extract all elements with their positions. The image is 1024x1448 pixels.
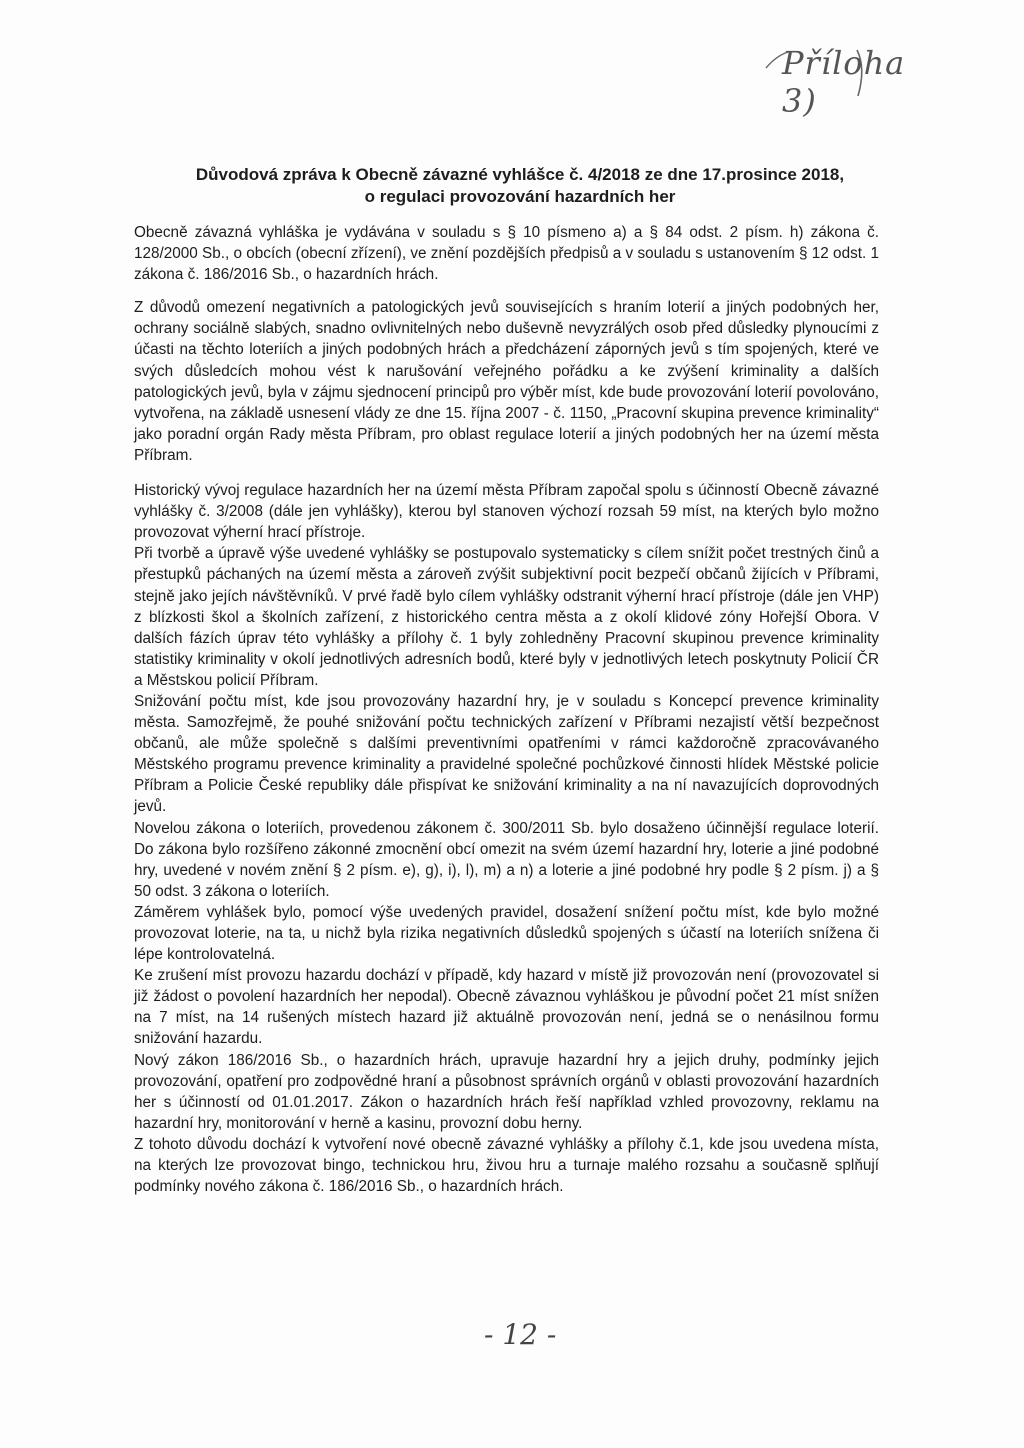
paragraph-intent: Záměrem vyhlášek bylo, pomocí výše uvedených pravidel, dosažení snížení počtu míst, kde bylo možné provozovat loterie, na ta, u nichž byla rizika negativních důsledků spojených s účastí na loteriích snížena či lépe kontrolovatelná. [134,903,879,964]
handwritten-page-number [458,1318,578,1354]
paragraph-lottery-amendment: Novelou zákona o loteriích, provedenou zákonem č. 300/2011 Sb. bylo dosaženo účinnější regulace loterií. Do zákona bylo rozšířeno zákonné zmocnění obcí omezit na svém území hazardní hry, loterie a jiné podobné hry, uvedené v novém znění § 2 písm. e), g), i), l), m) a n) a loterie a jiné podobné hry podle § 2 písm. j) a § 50 odst. 3 zákona o loteriích. [134,819,879,900]
paragraph-working-group: Z důvodů omezení negativních a patologických jevů souvisejících s hraním loterií a jiných podobných her, ochrany sociálně slabých, snadno ovlivnitelných nebo duševně nevyzrálých osob před důsledky plynoucími z účasti na těchto loteriích a jiných podobných hrách a předcházení záporných jevů s tím spojených, které ve svých důsledcích mohou vést k narušování veřejného pořádku a ke zvýšení kriminality a dalších patologických jevů, byla v zájmu sjednocení principů pro výběr míst, kde bude provozování loterií povolováno, vytvořena, na základě usnesení vlády ze dne 15. října 2007 - č. 1150, „Pracovní skupina prevence kriminality“ jako poradní orgán Rady města Příbram, pro oblast regulace loterií a jiných podobných her na území města Příbram. [134,299,879,464]
paragraph-legal-basis: Obecně závazná vyhláška je vydávána v souladu s § 10 písmeno a) a § 84 odst. 2 písm. h) zákona č. 128/2000 Sb., o obcích (obecní zřízení), ve znění pozdějších předpisů a v souladu s ustanovením § 12 odst. 1 zákona č. 186/2016 Sb., o hazardních hrách. [134,224,879,284]
annex-label-text: Příloha 3) [782,44,906,120]
handwritten-annex-label [762,38,906,120]
heading-line-2: o regulaci provozování hazardních her [364,187,676,206]
document-heading [140,164,900,208]
page-number-text: - 12 - [484,1318,557,1351]
paragraph-conclusion: Z tohoto důvodu dochází k vytvoření nové obecně závazné vyhlášky a přílohy č.1, kde jsou uvedena místa, na kterých lze provozovat bingo, technickou hru, živou hru a turnaje malého rozsahu a současně splňují podmínky nového zákona č. 186/2016 Sb., o hazardních hrách. [134,1135,879,1196]
paragraph-new-law: Nový zákon 186/2016 Sb., o hazardních hrách, upravuje hazardní hry a jejich druhy, podmínky jejich provozování, opatření pro zodpovědné hraní a působnost správních orgánů v oblasti provozování hazardních her s účinností od 01.01.2017. Zákon o hazardních hrách řeší například vzhled provozovny, reklamu na hazardní hry, monitorování v herně a kasinu, provozní dobu herny. [134,1051,879,1132]
heading-line-1: Důvodová zpráva k Obecně závazné vyhlášce č. 4/2018 ze dne 17.prosince 2018, [195,165,845,184]
paragraph-history: Historický vývoj regulace hazardních her na území města Příbram započal spolu s účinností Obecně závazné vyhlášky č. 3/2008 (dále jen vyhlášky), kterou byl stanoven výchozí rozsah 59 míst, na kterých bylo možno provozovat výherní hrací přístroje. [134,482,879,542]
document-body [134,222,879,1197]
paragraph-reduction: Ke zrušení míst provozu hazardu dochází v případě, kdy hazard v místě již provozován není (provozovatel si již žádost o povolení hazardních her nepodal). Obecně závaznou vyhláškou je původní počet 21 míst snížen na 7 míst, na 14 rušených místech hazard již aktuálně provozován není, jedná se o nenásilnou formu snižování hazardu. [134,967,879,1048]
paragraph-prevention-concept: Snižování počtu míst, kde jsou provozovány hazardní hry, je v souladu s Koncepcí prevence kriminality města. Samozřejmě, že pouhé snižování počtu technických zařízení v Příbrami nezajistí větší bezpečnost občanů, ale může společně s dalšími preventivními opatřeními v rámci každoročně zpracovávaného Městského programu prevence kriminality a pravidelné společné pochůzkové činnosti hlídek Městské policie Příbram a Policie České republiky dále přispívat ke snižování kriminality a na ní navazujících doprovodných jevů. [134,692,879,816]
paragraph-systematic-approach: Při tvorbě a úpravě výše uvedené vyhlášky se postupovalo systematicky s cílem snížit počet trestných činů a přestupků páchaných na území města a zároveň zvýšit subjektivní pocit bezpečí občanů žijících v Příbrami, stejně jako jejích návštěvníků. V prvé řadě bylo cílem vyhlášky odstranit výherní hrací přístroje (dále jen VHP) z blízkosti škol a školních zařízení, z historického centra města a z okolí klidové zóny Hořejší Obora. V dalších fázích úprav této vyhlášky a přílohy č. 1 byly zohledněny Pracovní skupinou prevence kriminality statistiky kriminality v okolí jednotlivých adresních bodů, které byly v jednotlivých letech poskytnuty Policií ČR a Městskou policií Příbram. [134,545,879,689]
